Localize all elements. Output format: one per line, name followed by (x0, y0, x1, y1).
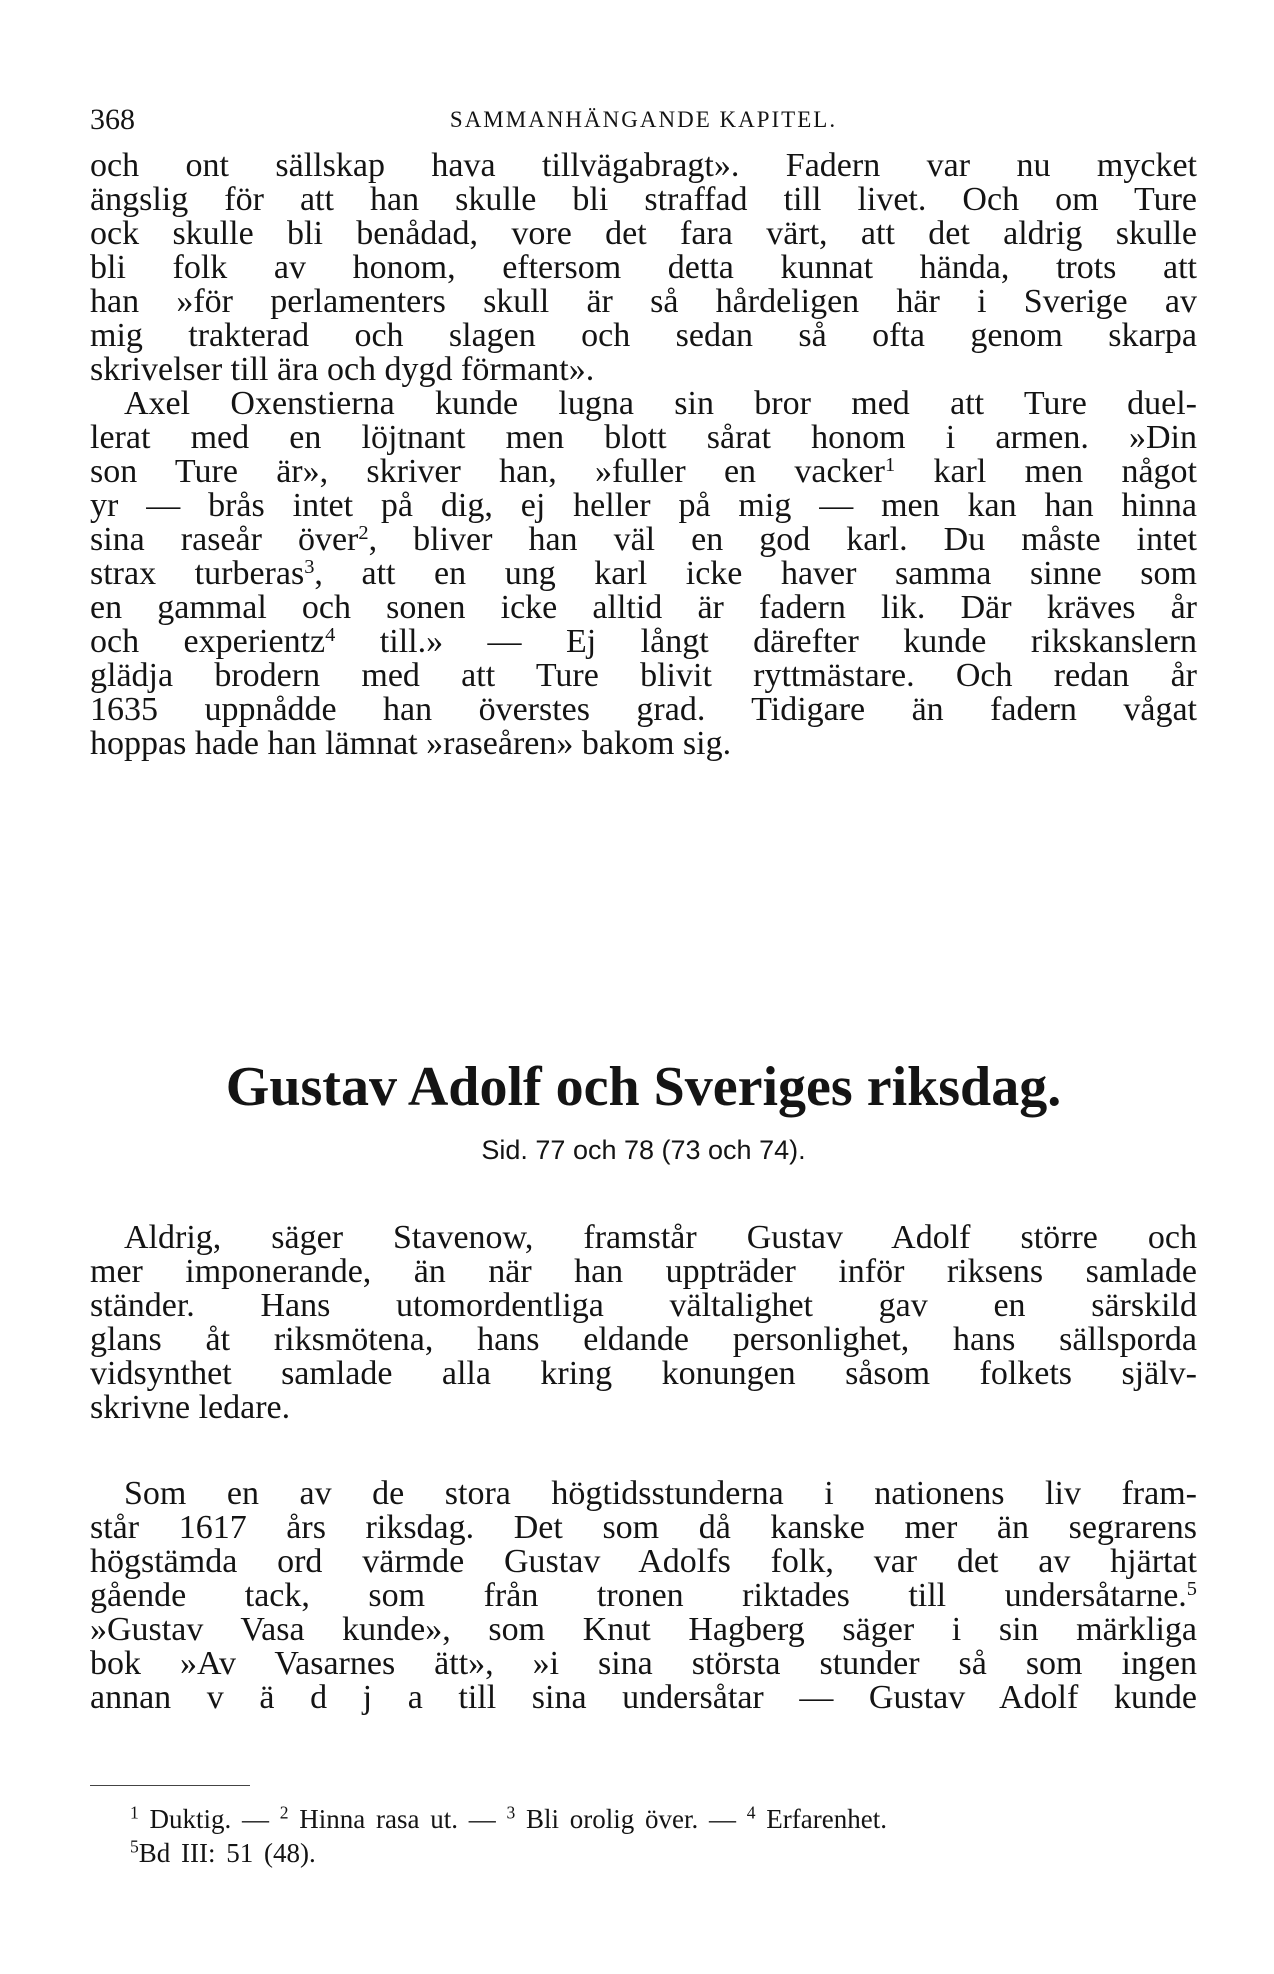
text-line: står 1617 års riksdag. Det som då kanske mer än segrarens (90, 1509, 1197, 1546)
footnote-separator (90, 1785, 250, 1786)
text-line: han »för perlamenters skull är så hårdeligen här i Sverige av (90, 283, 1197, 320)
text-line: Aldrig, säger Stavenow, framstår Gustav Adolf större och (124, 1219, 1197, 1256)
footnote-marker: 4 (325, 623, 336, 646)
text-line: ängslig för att han skulle bli straffad till livet. Och om Ture (90, 181, 1197, 218)
text-line: 1635 uppnådde han överstes grad. Tidigare än fadern vågat (90, 691, 1197, 728)
text-line: mer imponerande, än när han uppträder inför riksens samlade (90, 1253, 1197, 1290)
footnote-text: Erfarenhet. (766, 1804, 887, 1834)
section-subheading: Sid. 77 och 78 (73 och 74). (481, 1135, 806, 1165)
text-line: glans åt riksmötena, hans eldande personlighet, hans sällsporda (90, 1321, 1197, 1358)
page-header (90, 103, 1197, 143)
text-line: Som en av de stora högtidsstunderna i nationens liv fram- (124, 1475, 1197, 1512)
footnote-text: Bd III: 51 (48). (138, 1838, 316, 1868)
footnote-number: 4 (746, 1802, 756, 1823)
footnote-text: Duktig. (149, 1804, 232, 1834)
text-line: mig trakterad och slagen och sedan så ofta genom skarpa (90, 317, 1197, 354)
footnote-marker: 3 (304, 555, 315, 578)
text-line: son Ture är», skriver han, »fuller en vacker$^1$ karl men något (90, 453, 1197, 490)
text-line: sina raseår över$^2$, bliver han väl en god karl. Du måste intet (90, 521, 1197, 558)
text-line: annan v ä d j a till sina undersåtar — Gustav Adolf kunde (90, 1679, 1197, 1716)
text-line: »Gustav Vasa kunde», som Knut Hagberg säger i sin märkliga (90, 1611, 1197, 1648)
footnote-marker: 1 (884, 453, 896, 476)
footnote-text: Bli orolig över. (526, 1804, 699, 1834)
footnote-number: 2 (279, 1802, 289, 1823)
footnote-marker: 2 (358, 521, 369, 544)
text-line: gående tack, som från tronen riktades till undersåtarne.$^5$ (90, 1577, 1197, 1614)
text-line: och experientz$^4$ till.» — Ej långt därefter kunde rikskanslern (90, 623, 1197, 660)
text-line: och ont sällskap hava tillvägabragt». Fadern var nu mycket (90, 147, 1197, 184)
text-line: bli folk av honom, eftersom detta kunnat hända, trots att (90, 249, 1197, 286)
running-title: SAMMANHÄNGANDE KAPITEL. (449, 107, 838, 132)
text-line: lerat med en löjtnant men blott sårat honom i armen. »Din (90, 419, 1197, 456)
text-line: vidsynthet samlade alla kring konungen såsom folkets själv- (90, 1355, 1197, 1392)
footnote-line: $^1$ Duktig. — $^2$ Hinna rasa ut. — $^3$ Bli orolig över. — $^4$ Erfarenhet. (130, 1802, 887, 1834)
text-line: en gammal och sonen icke alltid är fadern lik. Där kräves år (90, 589, 1197, 626)
text-line: Axel Oxenstierna kunde lugna sin bror med att Ture duel- (124, 385, 1197, 422)
text-line: skrivelser till ära och dygd förmant». (90, 351, 595, 388)
text-line: ock skulle bli benådad, vore det fara värt, att det aldrig skulle (90, 215, 1197, 252)
text-line: strax turberas$^3$, att en ung karl icke haver samma sinne som (90, 555, 1197, 592)
footnote-number: 5 (130, 1836, 139, 1857)
text-line: bok »Av Vasarnes ätt», »i sina största stunder så som ingen (90, 1645, 1197, 1682)
text-line: hoppas hade han lämnat »raseåren» bakom sig. (90, 725, 732, 762)
footnote-text: Hinna rasa ut. (299, 1804, 458, 1834)
page-number: 368 (90, 103, 135, 136)
text-line: skrivne ledare. (90, 1389, 291, 1426)
footnote-number: 3 (506, 1802, 516, 1823)
footnote-marker: 5 (1186, 1577, 1197, 1600)
footnote-number: 1 (130, 1802, 139, 1823)
footnote-line (130, 1836, 316, 1870)
text-line: yr — brås intet på dig, ej heller på mig — men kan han hinna (90, 487, 1197, 524)
text-line: ständer. Hans utomordentliga vältalighet gav en särskild (90, 1287, 1197, 1324)
text-line: högstämda ord värmde Gustav Adolfs folk, var det av hjärtat (90, 1543, 1197, 1580)
text-line: glädja brodern med att Ture blivit ryttmästare. Och redan år (90, 657, 1197, 694)
section-heading: Gustav Adolf och Sveriges riksdag. (225, 1056, 1062, 1118)
